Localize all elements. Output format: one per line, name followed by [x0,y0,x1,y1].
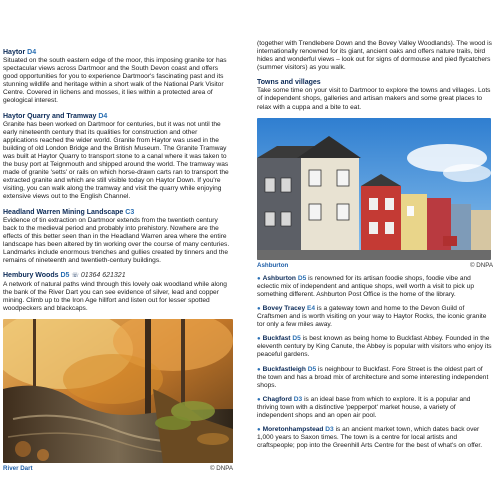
grid-ref: C3 [125,208,135,216]
intro-continuation: (together with Trendlebere Down and the Bovey Valley Woodlands). The wood is internationally renowned for its giant, ancient oaks and offers nature trails, bird hides and wonderful views – look out for signs of dormouse and pied flycatchers (summer visitors) as you walk. [257,40,492,72]
bullet-icon: ● [257,275,261,282]
section-towns-villages [257,78,493,111]
section-body: Granite has been worked on Dartmoor for centuries, but it was not until the early nineteenth century that its qualities for construction and other applications reached the wider world. Granite from Haytor was used in the building of old London Bridge and the British Museum. The Granite Tramway was built at Haytor Quarry to transport stone to a canal where it was taken to the busy port at Teignmouth and shipped around the world. The tramway was made of granite 'setts' or rails on which horse-drawn carts ran to transport the extracted granite and which are still visible today on Haytor Down. If you're visiting, you can walk along the tramway and visit the quarry while enjoying extensive views out to the English Channel. [3,120,229,201]
photo-caption: Ashburton [257,261,289,269]
autumn-woodland-river-image [3,319,233,463]
phone-icon: ☏ [71,273,79,280]
bullet-icon: ● [257,366,261,373]
photo-caption-row [3,465,233,473]
right-column [257,0,493,500]
grid-ref: D5 [292,335,301,343]
section-body: A network of natural paths wind through this lovely oak woodland while along the bank of the River Dart you can see evidence of silver, lead and copper mining. Climb up to the Iron Age hillfort and listen out for lesser spotted woodpeckers and blackcaps. [3,281,227,313]
phone-number: 01364 621321 [80,272,126,280]
grid-ref: D4 [27,49,37,56]
section-body: Take some time on your visit to Dartmoor to explore the towns and villages. Lots of independent shops, galleries and artisan makers and some great places to relax with a cuppa and a bite to eat. [257,87,491,111]
section-haytor-quarry [3,112,233,202]
grid-ref: D5 [307,365,317,373]
entry-buckfastleigh: ● Buckfastleigh D5 is neighbour to Buckfast. Fore Street is the oldest part of the town and has a broad mix of architecture and some interesting independent shops. [257,365,489,389]
section-title: Haytor D4 [3,49,37,56]
section-body: Evidence of tin extraction on Dartmoor extends from the twentieth century back to the medieval period and probably into prehistory. Nowhere are the effects of this better seen than in the Headland Warren area where the entire landscape has been altered by tin working over the course of many centuries. Landmarks include enormous trenches and gullies created by tinners and the remains of nineteenth and twentieth-century buildings. [3,216,230,264]
grid-ref: D3 [325,426,334,434]
bullet-icon: ● [257,336,261,343]
section-headland-warren [3,208,233,266]
ashburton-photo [257,118,491,260]
photo-caption: River Dart [3,465,33,473]
entry-chagford: ● Chagford D3 is an ideal base from which to explore. It is a popular and thriving town with a distinctive 'pepperpot' market house, a variety of independent shops and an open air pool. [257,395,471,419]
photo-credit: © DNPA [469,261,493,269]
photo-credit: © DNPA [209,465,233,473]
photo-caption-row [257,262,493,270]
grid-ref: D5 [60,272,70,280]
section-title: Hembury Woods D5 ☏ 01364 621321 [3,272,126,280]
river-dart-photo [3,319,233,463]
grid-ref: E4 [307,304,316,312]
entry-bovey-tracey: ● Bovey Tracey E4 is a gateway town and home to the Devon Guild of Craftsmen and is worth visiting on your way to Haytor Rocks, the iconic granite tor only a few miles away. [257,304,487,329]
bullet-icon: ● [257,396,261,403]
grid-ref: D4 [98,112,108,120]
section-title: Headland Warren Mining Landscape C3 [3,208,135,216]
town-street-image [257,118,491,260]
entry-moretonhampstead: ● Moretonhampstead D3 is an ancient market town, which dates back over 1,000 years to Saxon times. The town is a centre for local artists and craftspeople; pop into the Greenhill Arts Centre for the best of what's on offer. [257,426,483,450]
bullet-icon: ● [257,305,261,312]
section-title: Haytor Quarry and Tramway D4 [3,112,108,120]
grid-ref: D3 [293,395,303,403]
grid-ref: D5 [297,274,307,282]
section-hembury-woods [3,271,233,313]
section-title: Towns and villages [257,79,321,87]
section-haytor [3,48,233,106]
entry-ashburton: ● Ashburton D5 is renowned for its artisan foodie shops, foodie vibe and eclectic mix of independent and antique shops, well worth a visit to pick up something different. Ashburton Post Office is the home of the library. [257,274,474,298]
bullet-icon: ● [257,427,261,434]
section-body: Situated on the south eastern edge of the moor, this imposing granite tor has spectacular views across Dartmoor and the South Devon coast and offers good opportunities for you to experience Dartmoor's fascinating past and its stunning wildlife and heritage within a short walk of the National Park Visitor Centre. Covered in lichens and mosses, it lies within a protected area of geological interest. [3,57,227,105]
left-column [3,0,235,500]
entry-buckfast: ● Buckfast D5 is best known as being home to Buckfast Abbey. Founded in the eleventh century by King Canute, the Abbey is popular with visitors who enjoy its peaceful gardens. [257,335,492,359]
